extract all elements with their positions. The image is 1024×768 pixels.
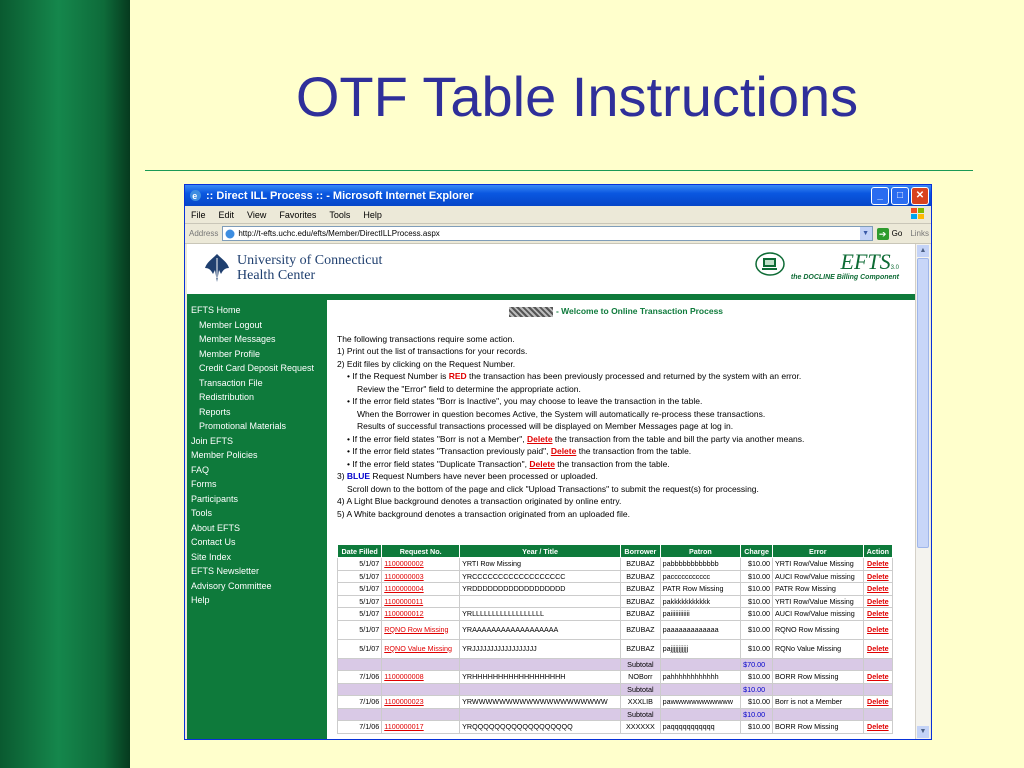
uchc-name-line1: University of Connecticut xyxy=(237,253,383,268)
cell-date: 5/1/07 xyxy=(338,583,382,596)
col-borrower: Borrower xyxy=(621,545,661,558)
cell-title: YRQQQQQQQQQQQQQQQQQQ xyxy=(460,721,621,734)
go-button[interactable] xyxy=(877,228,903,240)
instr-step1: 1) Print out the list of transactions for your records. xyxy=(337,346,528,357)
slide-divider xyxy=(145,170,973,171)
table-row xyxy=(338,639,893,658)
cell-borrower: BZUBAZ xyxy=(621,608,661,621)
svg-text:e: e xyxy=(192,191,198,201)
delete-button[interactable]: Delete xyxy=(867,609,889,619)
subtotal-row xyxy=(338,708,893,721)
cell-title xyxy=(460,595,621,608)
cell-borrower: BZUBAZ xyxy=(621,583,661,596)
links-button[interactable]: Links xyxy=(910,229,929,238)
cell-charge: $10.00 xyxy=(741,570,773,583)
delete-button[interactable]: Delete xyxy=(867,596,889,606)
request-no-link[interactable]: RQNO Row Missing xyxy=(384,624,449,634)
col-date-filled: Date Filled xyxy=(338,545,382,558)
sidebar-item-transaction-file[interactable]: Transaction File xyxy=(199,377,263,388)
cell-date: 5/1/07 xyxy=(338,558,382,571)
cell-title: YRCCCCCCCCCCCCCCCCCC xyxy=(460,570,621,583)
delete-button[interactable]: Delete xyxy=(867,571,889,581)
instr-step3-cont: Scroll down to the bottom of the page and click "Upload Transactions" to submit the request(s) for processing. xyxy=(347,483,759,494)
subtotal-cell xyxy=(660,708,741,721)
col-request-no: Request No. xyxy=(382,545,460,558)
uchc-logo[interactable] xyxy=(201,252,382,284)
subtotal-row xyxy=(338,658,893,671)
request-no-link[interactable]: RQNO Value Missing xyxy=(384,643,453,653)
cell-error: YRTI Row/Value Missing xyxy=(772,595,863,608)
subtotal-cell xyxy=(772,708,863,721)
col-action: Action xyxy=(863,545,892,558)
cell-title: YRJJJJJJJJJJJJJJJJJJ xyxy=(460,639,621,658)
subtotal-cell xyxy=(382,658,460,671)
subtotal-label: Subtotal xyxy=(621,683,661,696)
sidebar-item-member-profile[interactable]: Member Profile xyxy=(199,348,261,359)
cell-date: 7/1/06 xyxy=(338,671,382,684)
instr-step4: 4) A Light Blue background denotes a transaction originated by online entry. xyxy=(337,496,622,507)
sidebar-nav xyxy=(187,300,327,739)
table-header-row xyxy=(338,545,893,558)
cell-patron: PATR Row Missing xyxy=(660,583,741,596)
cell-borrower: NOBorr xyxy=(621,671,661,684)
page-header xyxy=(187,244,915,300)
efts-tagline: the DOCLINE Billing Component xyxy=(790,274,899,281)
sidebar-item-forms[interactable]: Forms xyxy=(191,479,217,489)
subtotal-cell xyxy=(660,683,741,696)
member-logo-image xyxy=(509,307,553,317)
address-dropdown-icon[interactable]: ▼ xyxy=(860,227,872,240)
delete-button[interactable]: Delete xyxy=(867,643,889,653)
page-viewport xyxy=(187,244,915,739)
efts-logo-text: EFTS xyxy=(840,249,891,274)
table-row xyxy=(338,696,893,709)
cell-patron: pakkkkkkkkkkk xyxy=(660,595,741,608)
instr-bullet-not-member: • If the error field states "Borr is not a Member", Delete the transaction from the table and bill the party via another means. xyxy=(347,433,805,444)
cell-error: AUCI Row/Value missing xyxy=(772,608,863,621)
table-body xyxy=(338,558,893,734)
subtotal-cell xyxy=(338,683,382,696)
menu-tools[interactable]: Tools xyxy=(329,209,351,220)
subtotal-cell xyxy=(460,658,621,671)
sidebar-item-redistribution[interactable]: Redistribution xyxy=(199,392,255,402)
oak-leaf-icon xyxy=(201,252,233,284)
request-no-link[interactable]: 1100000023 xyxy=(384,697,424,707)
subtotal-cell xyxy=(382,683,460,696)
cell-patron: paqqqqqqqqqqq xyxy=(660,721,741,734)
cell-charge: $10.00 xyxy=(741,583,773,596)
instr-step3: 3) BLUE Request Numbers have never been processed or uploaded. xyxy=(337,471,598,482)
sidebar-item-participants[interactable]: Participants xyxy=(191,493,239,504)
scroll-thumb[interactable] xyxy=(917,258,929,548)
cell-title: YRDDDDDDDDDDDDDDDDDD xyxy=(460,583,621,596)
instr-bullet-red-cont: Review the "Error" field to determine the appropriate action. xyxy=(357,383,581,394)
address-label: Address xyxy=(189,229,219,238)
instr-bullet-red: • If the Request Number is RED the transaction has been previously processed and returned by the system with an error. xyxy=(347,371,802,382)
delete-link[interactable]: Delete xyxy=(527,433,553,444)
col-year-title: Year / Title xyxy=(460,545,621,558)
subtotal-amount: $10.00 xyxy=(743,684,766,694)
cell-charge: $10.00 xyxy=(741,671,773,684)
page-icon xyxy=(225,229,235,239)
subtotal-label: Subtotal xyxy=(621,708,661,721)
table-row xyxy=(338,558,893,571)
sidebar-item-efts-newsletter[interactable]: EFTS Newsletter xyxy=(191,566,260,576)
subtotal-cell xyxy=(772,683,863,696)
request-no-link[interactable]: 1100000002 xyxy=(384,559,424,569)
cell-date: 5/1/07 xyxy=(338,595,382,608)
cell-charge: $10.00 xyxy=(741,721,773,734)
cell-date: 5/1/07 xyxy=(338,620,382,639)
transactions-table xyxy=(337,544,893,734)
cell-patron: pawwwwwwwwwwww xyxy=(660,696,741,709)
uchc-name-line2: Health Center xyxy=(237,268,316,283)
instr-bullet-prev-paid: • If the error field states "Transaction previously paid", Delete the transaction from the table. xyxy=(347,446,692,457)
instr-bullet-inactive-cont2: Results of successful transactions processed will be displayed on Member Messages page at log in. xyxy=(357,421,734,432)
table-row xyxy=(338,570,893,583)
cell-error: Borr is not a Member xyxy=(772,696,863,709)
table-row xyxy=(338,583,893,596)
col-patron: Patron xyxy=(660,545,741,558)
cell-borrower: BZUBAZ xyxy=(621,639,661,658)
cell-charge: $10.00 xyxy=(741,595,773,608)
efts-logo[interactable] xyxy=(791,250,899,281)
cell-title: YRWWWWWWWWWWWWWWWWWWWW xyxy=(460,696,621,709)
cell-error: AUCI Row/Value missing xyxy=(772,570,863,583)
delete-link[interactable]: Delete xyxy=(550,446,577,457)
table-row xyxy=(338,620,893,639)
cell-error: RQNO Row Missing xyxy=(772,620,863,639)
cell-patron: pabbbbbbbbbbbb xyxy=(660,558,741,571)
delete-button[interactable]: Delete xyxy=(867,624,889,634)
sidebar-item-member-messages[interactable]: Member Messages xyxy=(199,334,276,344)
slide-left-bar xyxy=(0,0,130,768)
cell-title: YRTI Row Missing xyxy=(460,558,621,571)
efts-computer-icon xyxy=(755,252,785,276)
cell-patron: pahhhhhhhhhhhh xyxy=(660,671,741,684)
sidebar-item-about-efts[interactable]: About EFTS xyxy=(191,522,241,533)
cell-date: 7/1/06 xyxy=(338,696,382,709)
instr-bullet-inactive-cont1: When the Borrower in question becomes Active, the System will automatically re-process these transactions. xyxy=(357,408,766,419)
vertical-scrollbar[interactable] xyxy=(915,244,930,739)
table-row xyxy=(338,595,893,608)
sidebar-item-site-index[interactable]: Site Index xyxy=(191,551,232,562)
cell-title: YRLLLLLLLLLLLLLLLLLL xyxy=(460,608,621,621)
main-content xyxy=(333,300,899,739)
slide-title: OTF Table Instructions xyxy=(295,65,859,128)
scroll-up-icon[interactable]: ▲ xyxy=(917,245,929,257)
sidebar-item-efts-home[interactable]: EFTS Home xyxy=(191,305,241,315)
menu-favorites[interactable]: Favorites xyxy=(279,209,317,220)
delete-button[interactable]: Delete xyxy=(867,672,889,682)
sidebar-item-credit-card-deposit[interactable]: Credit Card Deposit Request xyxy=(199,363,315,373)
instructions xyxy=(337,333,899,521)
sidebar-item-tools[interactable]: Tools xyxy=(191,508,213,518)
instr-bullet-inactive: • If the error field states "Borr is Inactive", you may choose to leave the transaction in the table. xyxy=(347,396,703,407)
welcome-heading xyxy=(333,306,899,317)
cell-borrower: BZUBAZ xyxy=(621,595,661,608)
cell-error: YRTI Row/Value Missing xyxy=(772,558,863,571)
cell-error: RQNo Value Missing xyxy=(772,639,863,658)
request-no-link[interactable]: 1100000008 xyxy=(384,672,424,682)
subtotal-cell xyxy=(338,708,382,721)
request-no-link[interactable]: 1100000017 xyxy=(384,722,424,732)
address-input[interactable] xyxy=(222,226,872,241)
cell-patron: pajjjjjjjjjjj xyxy=(660,639,741,658)
subtotal-cell xyxy=(382,708,460,721)
welcome-text: - Welcome to Online Transaction Process xyxy=(555,306,724,316)
sidebar-item-advisory-committee[interactable]: Advisory Committee xyxy=(191,580,272,591)
request-no-link[interactable]: 1100000003 xyxy=(384,571,424,581)
cell-patron: paccccccccccc xyxy=(660,570,741,583)
cell-error: BORR Row Missing xyxy=(772,671,863,684)
cell-date: 7/1/06 xyxy=(338,721,382,734)
subtotal-row xyxy=(338,683,893,696)
request-no-link[interactable]: 1100000011 xyxy=(384,596,424,606)
window-titlebar[interactable] xyxy=(185,185,931,206)
cell-charge: $10.00 xyxy=(741,620,773,639)
table-row xyxy=(338,671,893,684)
table-row xyxy=(338,721,893,734)
go-arrow-icon: ➔ xyxy=(877,228,889,240)
minimize-button[interactable]: _ xyxy=(871,187,889,205)
cell-date: 5/1/07 xyxy=(338,570,382,583)
sidebar-item-promotional-materials[interactable]: Promotional Materials xyxy=(199,421,287,431)
cell-borrower: XXXXXX xyxy=(621,721,661,734)
subtotal-cell xyxy=(460,708,621,721)
delete-link[interactable]: Delete xyxy=(529,458,555,469)
sidebar-item-member-policies[interactable]: Member Policies xyxy=(191,450,258,460)
cell-charge: $10.00 xyxy=(741,696,773,709)
go-label: Go xyxy=(891,229,903,238)
close-button[interactable]: ✕ xyxy=(911,187,929,205)
cell-title: YRAAAAAAAAAAAAAAAAAA xyxy=(460,620,621,639)
efts-version: 3.0 xyxy=(890,265,899,271)
subtotal-amount: $10.00 xyxy=(743,709,766,719)
menu-edit[interactable]: Edit xyxy=(218,209,235,220)
cell-error: BORR Row Missing xyxy=(772,721,863,734)
subtotal-cell xyxy=(660,658,741,671)
subtotal-label: Subtotal xyxy=(621,658,661,671)
cell-date: 5/1/07 xyxy=(338,608,382,621)
instr-intro: The following transactions require some action. xyxy=(337,333,515,344)
window-title: :: Direct ILL Process :: - Microsoft Internet Explorer xyxy=(206,189,474,202)
request-no-link[interactable]: 1100000004 xyxy=(384,584,424,594)
windows-logo-icon xyxy=(909,207,927,221)
cell-patron: paiiiiiiiiiiii xyxy=(660,608,741,621)
sidebar-item-faq[interactable]: FAQ xyxy=(191,464,210,475)
delete-button[interactable]: Delete xyxy=(867,584,889,594)
sidebar-item-contact-us[interactable]: Contact Us xyxy=(191,537,236,547)
instr-step5: 5) A White background denotes a transaction originated from an uploaded file. xyxy=(337,508,630,519)
cell-borrower: BZUBAZ xyxy=(621,570,661,583)
maximize-button[interactable]: □ xyxy=(891,187,909,205)
menu-bar xyxy=(185,206,931,224)
sidebar-item-help[interactable]: Help xyxy=(191,595,210,605)
subtotal-cell xyxy=(772,658,863,671)
menu-file[interactable]: File xyxy=(191,209,206,220)
menu-help[interactable]: Help xyxy=(363,209,382,220)
cell-borrower: XXXLIB xyxy=(621,696,661,709)
request-no-link[interactable]: 1100000012 xyxy=(384,609,424,619)
cell-borrower: BZUBAZ xyxy=(621,558,661,571)
menu-view[interactable]: View xyxy=(247,209,267,220)
col-error: Error xyxy=(772,545,863,558)
subtotal-cell xyxy=(863,658,892,671)
table-row xyxy=(338,608,893,621)
scroll-down-icon[interactable]: ▼ xyxy=(917,726,929,738)
sidebar-item-reports[interactable]: Reports xyxy=(199,406,231,417)
cell-title: YRHHHHHHHHHHHHHHHHHH xyxy=(460,671,621,684)
sidebar-item-member-logout[interactable]: Member Logout xyxy=(199,319,263,330)
ie-icon xyxy=(189,189,202,202)
delete-button[interactable]: Delete xyxy=(867,559,889,569)
subtotal-cell xyxy=(460,683,621,696)
delete-button[interactable]: Delete xyxy=(867,722,889,732)
sidebar-item-join-efts[interactable]: Join EFTS xyxy=(191,435,234,446)
cell-charge: $10.00 xyxy=(741,639,773,658)
instr-step2: 2) Edit files by clicking on the Request Number. xyxy=(337,358,516,369)
browser-window xyxy=(184,184,932,740)
cell-patron: paaaaaaaaaaaaa xyxy=(660,620,741,639)
delete-button[interactable]: Delete xyxy=(867,697,889,707)
cell-date: 5/1/07 xyxy=(338,639,382,658)
instr-bullet-duplicate: • If the error field states "Duplicate Transaction", Delete the transaction from the table. xyxy=(347,458,670,469)
col-charge: Charge xyxy=(741,545,773,558)
subtotal-cell xyxy=(863,708,892,721)
subtotal-cell xyxy=(863,683,892,696)
cell-charge: $10.00 xyxy=(741,558,773,571)
subtotal-cell xyxy=(338,658,382,671)
cell-borrower: BZUBAZ xyxy=(621,620,661,639)
cell-charge: $10.00 xyxy=(741,608,773,621)
address-bar xyxy=(185,224,931,244)
cell-error: PATR Row Missing xyxy=(772,583,863,596)
address-url: http://t-efts.uchc.edu/efts/Member/DirectILLProcess.aspx xyxy=(238,229,440,238)
subtotal-amount: $70.00 xyxy=(743,659,766,669)
